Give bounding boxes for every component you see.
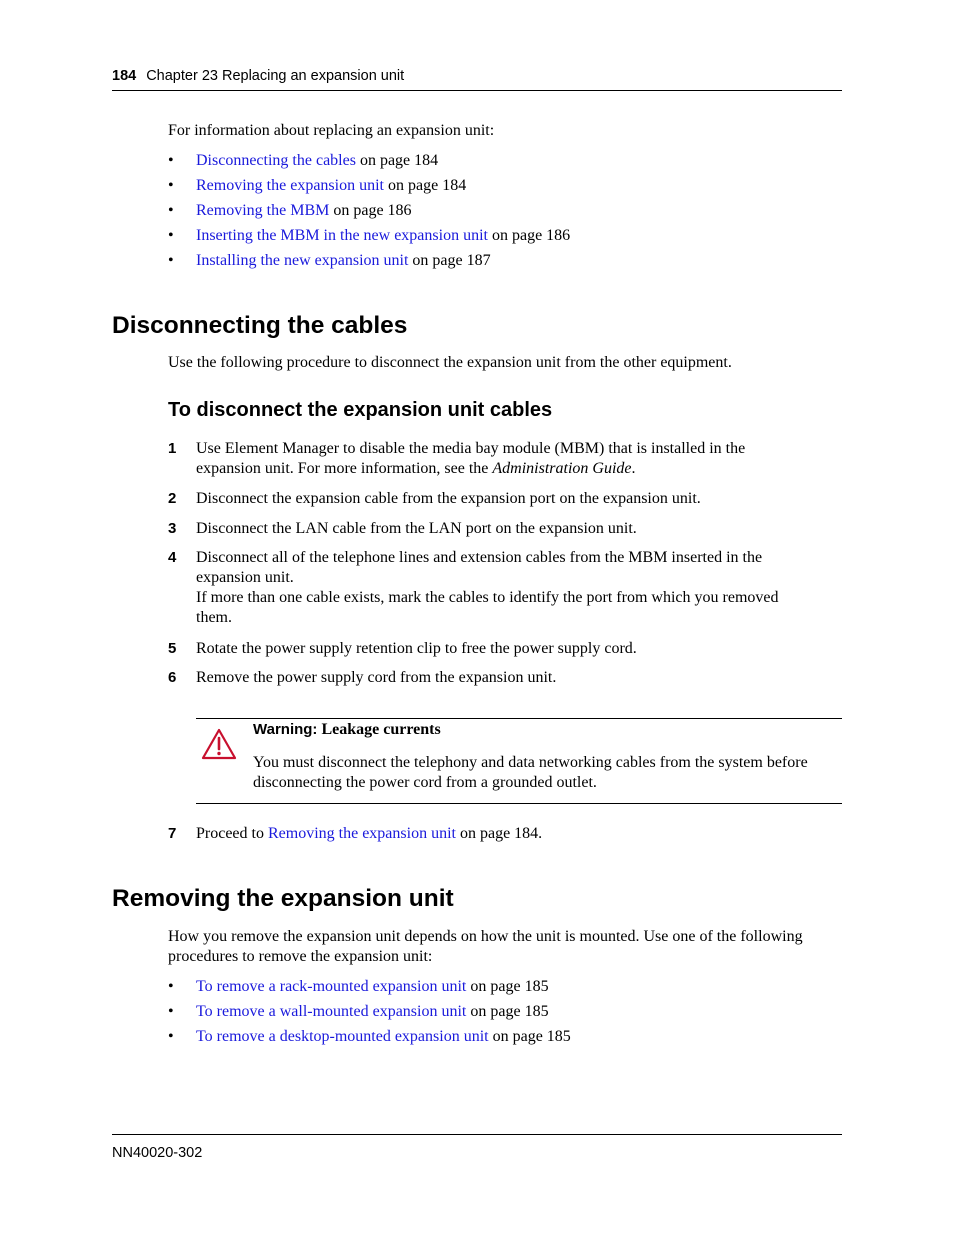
list-item (168, 226, 571, 246)
procedure-step (168, 639, 842, 659)
page-ref: on page 184 (355, 152, 439, 169)
link-removing-expansion-unit[interactable]: Removing the expansion unit (196, 177, 384, 194)
section1-intro: Use the following procedure to disconnect the expansion unit from the other equipment. (168, 354, 732, 371)
warning-body (253, 753, 808, 793)
footer-rule (112, 1134, 842, 1135)
page-ref: on page 186 (487, 227, 571, 244)
link-removing-mbm[interactable]: Removing the MBM (196, 202, 330, 219)
procedure-step (168, 489, 842, 509)
section2-intro (168, 927, 842, 967)
procedure-step (168, 668, 842, 688)
step-text: Disconnect all of the telephone lines and extension cables from the MBM inserted in the (196, 549, 763, 566)
page-ref: on page 185 (488, 1028, 571, 1045)
section-heading-removing: Removing the expansion unit (112, 885, 454, 912)
page-ref: on page 184. (455, 825, 543, 842)
list-item (168, 251, 491, 271)
step-text: Remove the power supply cord from the expansion unit. (196, 669, 557, 686)
list-item (168, 1002, 549, 1022)
section2-text: How you remove the expansion unit depends on how the unit is mounted. Use one of the following (168, 928, 803, 945)
list-item (168, 151, 439, 171)
procedure-step (168, 439, 842, 479)
bullet-icon: • (168, 227, 174, 244)
step-text: . (631, 460, 636, 477)
bullet-icon: • (168, 152, 174, 169)
warning-title: Leakage currents (321, 721, 441, 738)
page-ref: on page 185 (466, 1003, 549, 1020)
bullet-icon: • (168, 177, 174, 194)
link-removing-expansion-unit-step7[interactable]: Removing the expansion unit (267, 825, 456, 842)
bullet-icon: • (168, 1028, 174, 1045)
step-text: Disconnect the expansion cable from the expansion port on the expansion unit. (196, 490, 701, 507)
bullet-icon: • (168, 252, 174, 269)
step-text: If more than one cable exists, mark the cables to identify the port from which you removed (196, 589, 779, 606)
link-wall-mounted[interactable]: To remove a wall-mounted expansion unit (196, 1003, 467, 1020)
step-text: Proceed to (196, 825, 268, 842)
page-number: 184 (112, 68, 137, 84)
procedure-step (168, 519, 842, 539)
step-text-cont (196, 459, 842, 479)
step-text: expansion unit. For more information, see the (196, 460, 493, 477)
step-number: 6 (168, 669, 177, 686)
warning-label: Warning: (253, 721, 318, 738)
procedure-step (168, 548, 842, 628)
procedure-heading: To disconnect the expansion unit cables (168, 399, 553, 421)
bullet-icon: • (168, 1003, 174, 1020)
link-disconnecting-cables[interactable]: Disconnecting the cables (196, 152, 356, 169)
chapter-title: Chapter 23 Replacing an expansion unit (146, 68, 405, 84)
step-number: 3 (168, 520, 177, 537)
intro-text: For information about replacing an expansion unit: (168, 122, 495, 139)
warning-top-rule (196, 718, 842, 719)
guide-reference: Administration Guide (492, 460, 632, 477)
warning-text: You must disconnect the telephony and data networking cables from the system before (253, 754, 808, 771)
step-number: 7 (168, 825, 177, 842)
warning-bottom-rule (196, 803, 842, 804)
bullet-icon: • (168, 978, 174, 995)
link-inserting-mbm[interactable]: Inserting the MBM in the new expansion unit (196, 227, 488, 244)
step-text: Disconnect the LAN cable from the LAN port on the expansion unit. (196, 520, 637, 537)
step-number: 1 (168, 440, 177, 457)
section2-text: procedures to remove the expansion unit: (168, 948, 433, 965)
step-number: 5 (168, 640, 177, 657)
section-heading-disconnecting: Disconnecting the cables (112, 312, 408, 339)
list-item (168, 1027, 571, 1047)
page-ref: on page 187 (408, 252, 491, 269)
step-text: them. (196, 609, 232, 626)
step-text: Rotate the power supply retention clip to free the power supply cord. (196, 640, 637, 657)
step-number: 2 (168, 490, 177, 507)
link-desktop-mounted[interactable]: To remove a desktop-mounted expansion unit (196, 1028, 489, 1045)
link-installing-new-unit[interactable]: Installing the new expansion unit (196, 252, 409, 269)
list-item (168, 201, 412, 221)
header-rule (112, 90, 842, 91)
link-rack-mounted[interactable]: To remove a rack-mounted expansion unit (196, 978, 467, 995)
list-item (168, 176, 467, 196)
warning-heading (253, 721, 441, 739)
warning-triangle-icon (201, 728, 237, 760)
page-ref: on page 186 (329, 202, 412, 219)
page-ref: on page 185 (466, 978, 549, 995)
list-item (168, 977, 549, 997)
step-text: Use Element Manager to disable the media bay module (MBM) that is installed in the (196, 440, 746, 457)
page-ref: on page 184 (383, 177, 467, 194)
warning-text: disconnecting the power cord from a grounded outlet. (253, 774, 597, 791)
procedure-step (168, 824, 842, 844)
bullet-icon: • (168, 202, 174, 219)
document-number: NN40020-302 (112, 1145, 203, 1161)
page-header (112, 68, 842, 84)
step-number: 4 (168, 549, 177, 566)
step-text: expansion unit. (196, 569, 294, 586)
